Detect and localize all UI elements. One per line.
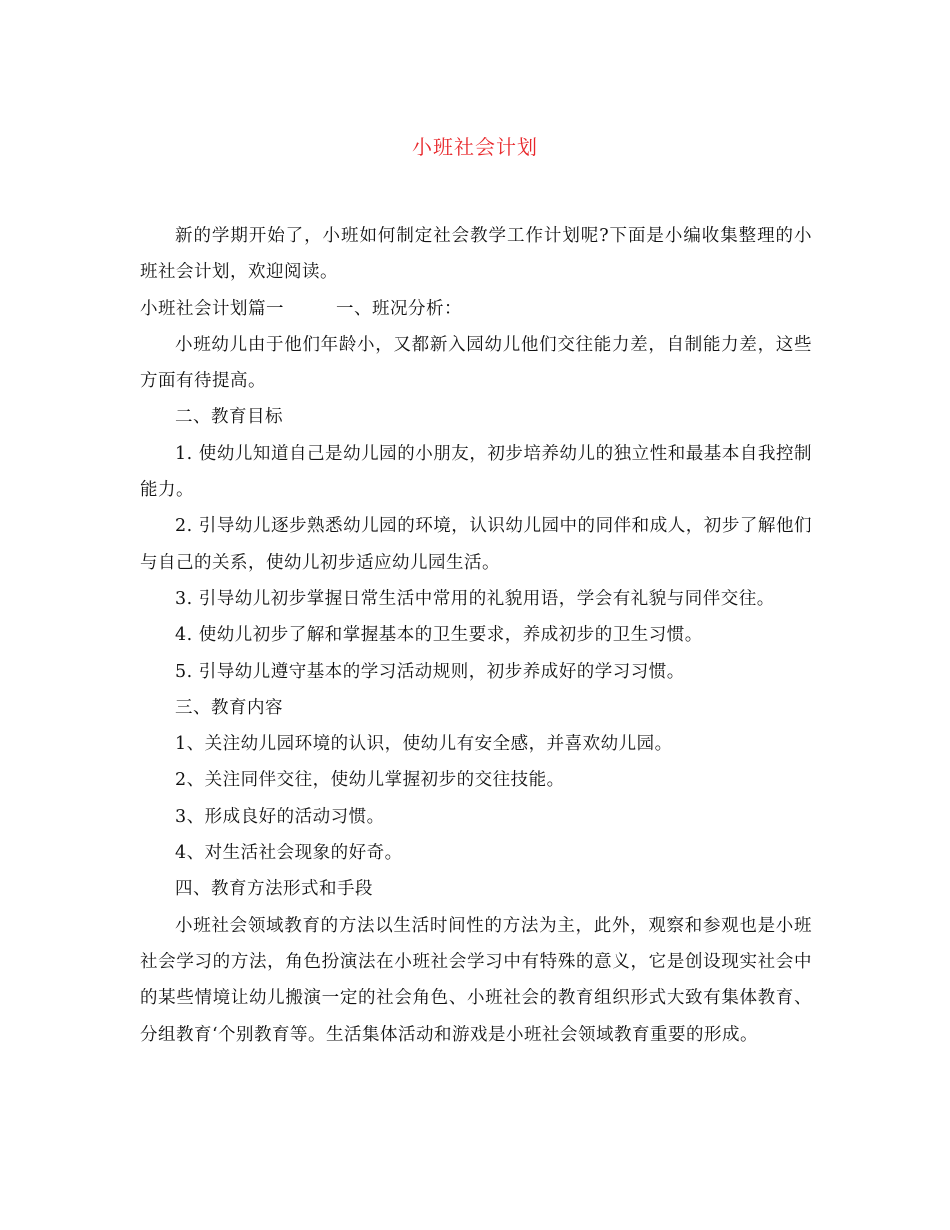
- goal-item-2: 2. 引导幼儿逐步熟悉幼儿园的环境，认识幼儿园中的同伴和成人，初步了解他们与自己的关系，使幼儿初步适应幼儿园生活。: [140, 516, 812, 573]
- methods-paragraph: 小班社会领域教育的方法以生活时间性的方法为主，此外，观察和参观也是小班社会学习的方法，角色扮演法在小班社会学习中有特殊的意义，它是创设现实社会中的某些情境让幼儿搬演一定的社会角色、小班社会的教育组织形式大致有集体教育、分组教育‘个别教育等。生活集体活动和游戏是小班社会领域教育重要的形成。: [140, 915, 812, 1045]
- content-item-1: 1、关注幼儿园环境的认识，使幼儿有安全感，并喜欢幼儿园。: [175, 734, 673, 755]
- goal-item-4: 4. 使幼儿初步了解和掌握基本的卫生要求，养成初步的卫生习惯。: [175, 625, 703, 646]
- heading-education-content: 三、教育内容: [175, 697, 283, 718]
- section-heading: [140, 291, 812, 327]
- content-item-4: 4、对生活社会现象的好奇。: [175, 843, 403, 864]
- heading-education-goals: 二、教育目标: [175, 407, 283, 428]
- paragraph-class-analysis: 小班幼儿由于他们年龄小，又都新入园幼儿他们交往能力差，自制能力差，这些方面有待提高。: [140, 334, 812, 392]
- section-heading-right: 一、班况分析：: [336, 298, 462, 319]
- heading-education-methods: 四、教育方法形式和手段: [175, 879, 373, 900]
- goal-item-1: 1. 使幼儿知道自己是幼儿园的小朋友，初步培养幼儿的独立性和最基本自我控制能力。: [140, 443, 812, 501]
- section-heading-left: 小班社会计划篇一: [140, 298, 284, 319]
- goal-item-3: 3. 引导幼儿初步掌握日常生活中常用的礼貌用语，学会有礼貌与同伴交往。: [175, 588, 775, 609]
- document-body: [140, 218, 812, 1053]
- content-item-2: 2、关注同伴交往，使幼儿掌握初步的交往技能。: [175, 770, 565, 791]
- goal-item-5: 5. 引导幼儿遵守基本的学习活动规则，初步养成好的学习习惯。: [175, 661, 685, 682]
- intro-paragraph: 新的学期开始了，小班如何制定社会教学工作计划呢?下面是小编收集整理的小班社会计划，欢迎阅读。: [140, 226, 812, 283]
- document-title: 小班社会计划: [412, 135, 538, 159]
- content-item-3: 3、形成良好的活动习惯。: [175, 806, 385, 827]
